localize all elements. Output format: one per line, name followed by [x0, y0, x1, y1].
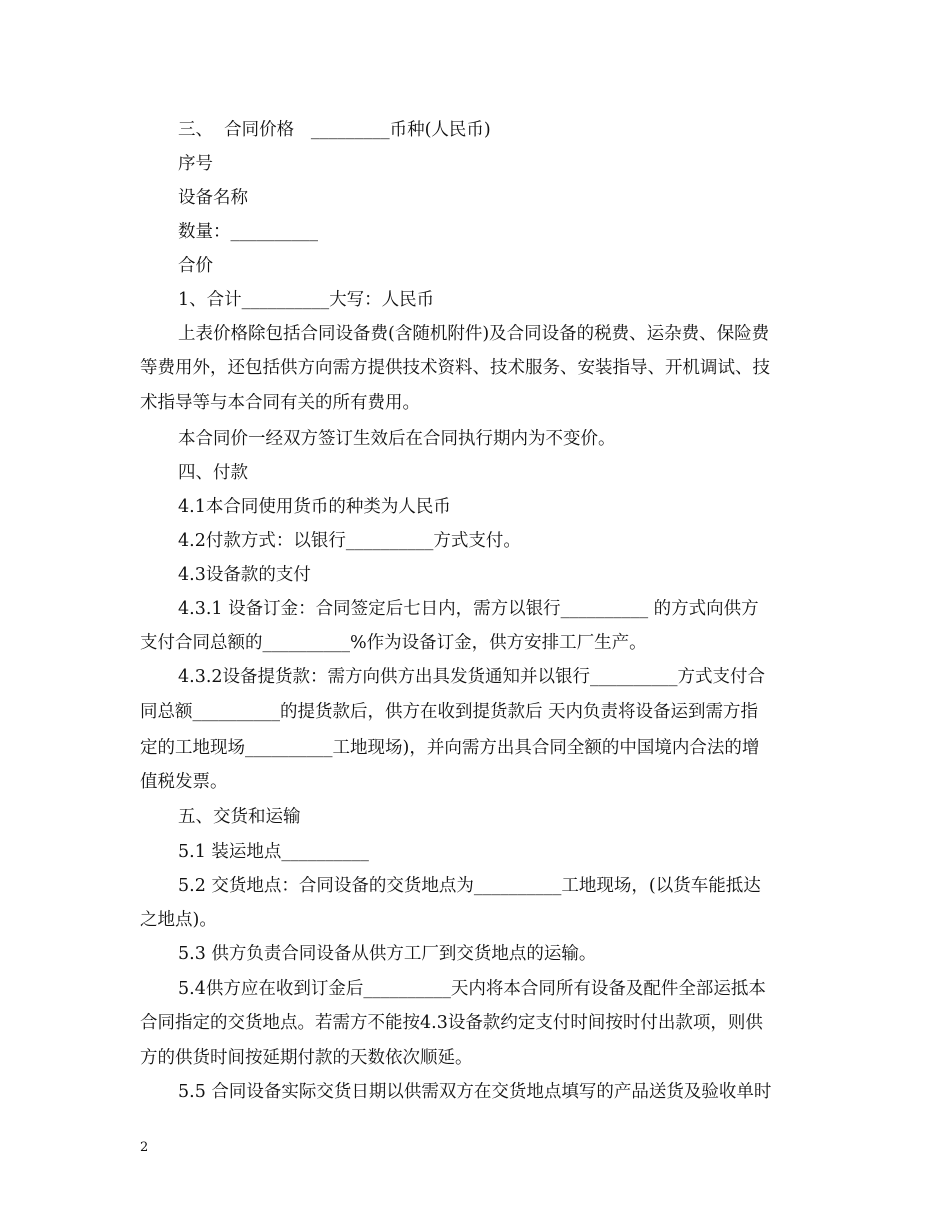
clause-4-3: 4.3设备款的支付 [178, 565, 311, 585]
fixed-price-paragraph: 本合同价一经双方签订生效后在合同执行期内为不变价。 [178, 429, 616, 449]
total-line: 1、合计__________大写：人民币 [178, 290, 435, 310]
clause-5-2-line-1: 5.2 交货地点：合同设备的交货地点为__________工地现场，(以货车能抵达 [178, 876, 761, 896]
clause-4-3-2-line-3: 定的工地现场__________工地现场)，并向需方出具合同全额的中国境内合法的增 [140, 738, 760, 758]
clause-5-2-line-2: 之地点)。 [140, 910, 217, 930]
clause-4-3-2-line-2: 同总额__________的提货款后，供方在收到提货款后 天内负责将设备运到需方指 [140, 702, 759, 722]
table-field-equipment-name: 设备名称 [178, 188, 248, 208]
clause-4-3-1-line-1: 4.3.1 设备订金：合同签定后七日内，需方以银行__________ 的方式向供方 [178, 599, 759, 619]
clause-5-4-line-1: 5.4供方应在收到订金后__________天内将本合同所有设备及配件全部运抵本 [178, 979, 766, 999]
clause-4-2: 4.2付款方式：以银行__________方式支付。 [178, 531, 521, 551]
section-5-heading: 五、交货和运输 [178, 807, 301, 827]
clause-5-4-line-3: 方的供货时间按延期付款的天数依次顺延。 [140, 1048, 473, 1068]
section-4-heading: 四、付款 [178, 463, 248, 483]
clause-5-5-line-1: 5.5 合同设备实际交货日期以供需双方在交货地点填写的产品送货及验收单时 [178, 1082, 772, 1102]
clause-5-1: 5.1 装运地点__________ [178, 842, 369, 862]
table-field-total-price: 合价 [178, 256, 213, 276]
clause-5-4-line-2: 合同指定的交货地点。若需方不能按4.3设备款约定支付时间按时付出款项，则供 [140, 1013, 763, 1033]
section-3-heading: 三、 合同价格 _________币种(人民币) [178, 120, 491, 140]
table-field-serial: 序号 [178, 154, 213, 174]
clause-4-3-2-line-4: 值税发票。 [140, 772, 228, 792]
price-paragraph-line-3: 术指导等与本合同有关的所有费用。 [140, 393, 420, 413]
clause-4-3-1-line-2: 支付合同总额的__________%作为设备订金，供方安排工厂生产。 [140, 633, 647, 653]
table-field-quantity: 数量：__________ [178, 222, 318, 242]
clause-5-3: 5.3 供方负责合同设备从供方工厂到交货地点的运输。 [178, 944, 597, 964]
clause-4-3-2-line-1: 4.3.2设备提货款：需方向供方出具发货通知并以银行__________方式支付合 [178, 667, 766, 687]
page-number: 2 [140, 1140, 149, 1155]
clause-4-1: 4.1本合同使用货币的种类为人民币 [178, 497, 451, 517]
price-paragraph-line-2: 等费用外，还包括供方向需方提供技术资料、技术服务、安装指导、开机调试、技 [140, 358, 770, 378]
price-paragraph-line-1: 上表价格除包括合同设备费(含随机附件)及合同设备的税费、运杂费、保险费 [178, 324, 770, 344]
